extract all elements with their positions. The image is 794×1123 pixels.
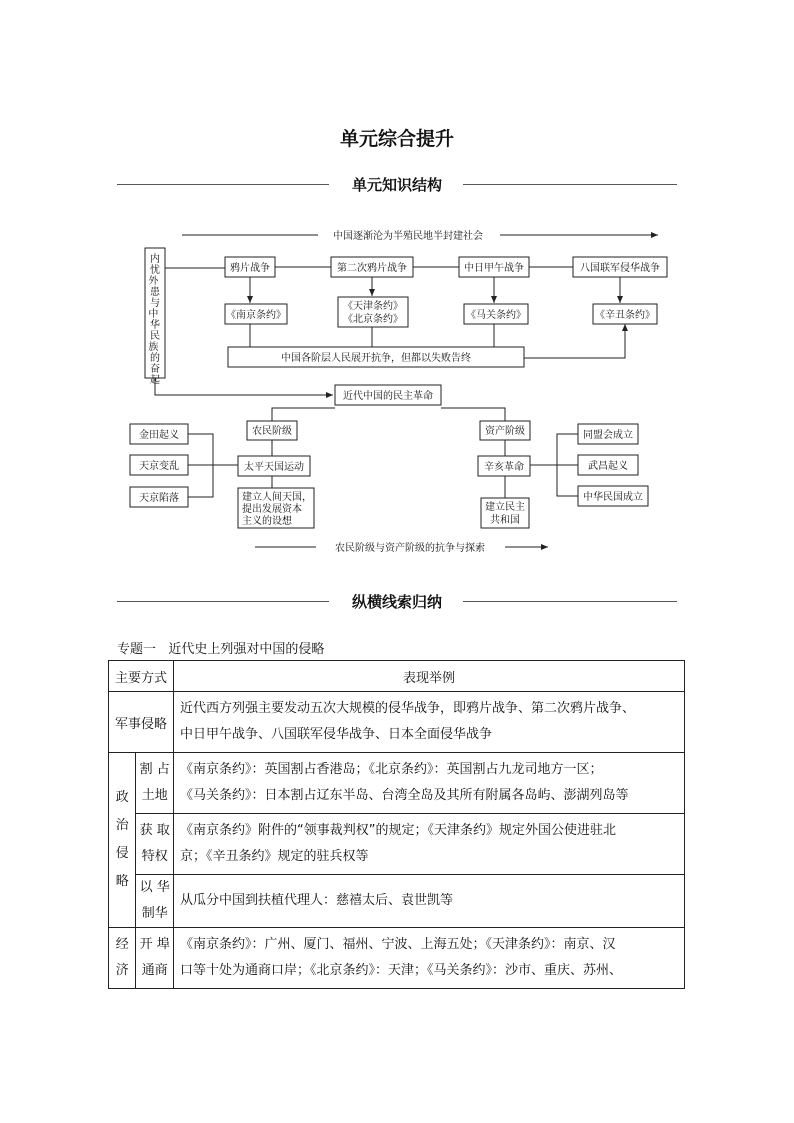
content-line: 《马关条约》：日本割占辽东半岛、台湾全岛及其所有附属各岛屿、澎湖列岛等 xyxy=(180,788,629,803)
content-line: 京；《辛丑条约》规定的驻兵权等 xyxy=(180,849,369,864)
top-arrow-text: 中国逐渐沦为半殖民地半封建社会 xyxy=(333,231,483,242)
political-content-3 xyxy=(174,875,685,928)
sub-label-line: 割 占 xyxy=(139,762,170,777)
table-row xyxy=(109,753,685,814)
war-text-second-opium: 第二次鸦片战争 xyxy=(337,263,407,274)
military-line-2: 中日甲午战争、八国联军侵华战争、日本全面侵华战争 xyxy=(180,727,493,742)
treaty-text-shimonoseki: 《马关条约》 xyxy=(466,310,526,321)
content-line: 《南京条约》附件的“领事裁判权”的规定；《天津条约》规定外国公使进驻北 xyxy=(180,823,616,838)
peasant-event-text-1: 金田起义 xyxy=(139,430,179,441)
section2-rule-right xyxy=(463,601,677,602)
taiping-result-line-3: 主义的设想 xyxy=(242,516,292,527)
political-label-char: 政 xyxy=(115,790,129,805)
xinhai-result-line-2: 共和国 xyxy=(490,515,520,526)
war-text-opium: 鸦片战争 xyxy=(230,263,270,274)
content-line: 从瓜分中国到扶植代理人：慈禧太后、袁世凯等 xyxy=(180,893,454,908)
content-line: 口等十处为通商口岸；《北京条约》：天津；《马关条约》：沙市、重庆、苏州、 xyxy=(180,963,623,978)
header-method: 主要方式 xyxy=(109,661,174,692)
war-text-sino-japanese: 中日甲午战争 xyxy=(464,263,524,274)
political-sub-label-2 xyxy=(136,814,174,875)
political-sub-label-3 xyxy=(136,875,174,928)
resistance-text: 中国各阶层人民展开抗争，但都以失败告终 xyxy=(281,353,471,364)
table-row xyxy=(109,692,685,753)
political-content-1 xyxy=(174,753,685,814)
economic-content-1 xyxy=(174,928,685,989)
military-label: 军事侵略 xyxy=(109,692,174,753)
military-content xyxy=(174,692,685,753)
peasant-class-text: 农民阶级 xyxy=(252,426,292,437)
political-label xyxy=(109,753,136,928)
table-header-row xyxy=(109,661,685,692)
content-line: 《南京条约》：广州、厦门、福州、宁波、上海五处；《天津条约》：南京、汉 xyxy=(180,937,616,952)
economic-label-char: 济 xyxy=(115,963,129,978)
military-line-1: 近代西方列强主要发动五次大规模的侵华战争，即鸦片战争、第二次鸦片战争、 xyxy=(180,701,636,716)
sub-label-line: 特权 xyxy=(141,849,168,864)
sub-label-line: 通商 xyxy=(141,963,168,978)
revolution-text: 近代中国的民主革命 xyxy=(343,391,433,402)
section-title-structure: 单元知识结构 xyxy=(351,176,442,194)
sub-label-line: 开 埠 xyxy=(139,937,170,952)
table-row xyxy=(109,814,685,875)
political-label-char: 侵 xyxy=(115,846,129,861)
peasant-event-text-3: 天京陷落 xyxy=(139,493,179,504)
table-row xyxy=(109,928,685,989)
sub-label-line: 获 取 xyxy=(139,823,170,838)
treaty-text-nanjing: 《南京条约》 xyxy=(226,310,286,321)
header-examples: 表现举例 xyxy=(174,661,685,692)
economic-sub-label-1 xyxy=(136,928,174,989)
bourgeois-event-text-1: 同盟会成立 xyxy=(583,430,633,441)
treaty-text-tianjin: 《天津条约》 xyxy=(343,301,403,312)
bourgeois-class-text: 资产阶级 xyxy=(485,426,525,437)
xinhai-result-line-1: 建立民主 xyxy=(485,502,525,513)
left-vertical-text: 内忧外 患与中 华民族 的奋起 xyxy=(148,254,160,386)
sub-label-line: 土地 xyxy=(141,788,168,803)
taiping-result-line-2: 提出发展资本 xyxy=(242,504,302,515)
connector-left-to-revolution xyxy=(155,378,333,395)
war-text-eight-nations: 八国联军侵华战争 xyxy=(580,263,660,274)
bottom-arrow-text: 农民阶级与资产阶级的抗争与探索 xyxy=(335,543,485,554)
section-title-clues: 纵横线索归纳 xyxy=(351,593,442,611)
sub-label-line: 制华 xyxy=(141,906,168,921)
political-content-2 xyxy=(174,814,685,875)
taiping-result-line-1: 建立人间天国， xyxy=(242,492,312,503)
taiping-text: 太平天国运动 xyxy=(244,462,304,473)
bourgeois-event-text-2: 武昌起义 xyxy=(588,461,628,472)
treaty-text-beijing: 《北京条约》 xyxy=(343,314,403,325)
table-row xyxy=(109,875,685,928)
sub-label-line: 以 华 xyxy=(139,880,170,895)
economic-label xyxy=(109,928,136,989)
political-label-char: 略 xyxy=(115,874,129,889)
resistance-to-xinchou-arrow xyxy=(524,324,625,358)
political-label-char: 治 xyxy=(115,818,129,833)
xinhai-text: 辛亥革命 xyxy=(484,462,524,473)
peasant-event-text-2: 天京变乱 xyxy=(139,461,179,472)
bourgeois-event-text-3: 中华民国成立 xyxy=(583,492,643,503)
revolution-to-bourgeois xyxy=(441,408,505,421)
topic-label: 专题一 xyxy=(117,642,157,657)
content-line: 《南京条约》：英国割占香港岛；《北京条约》：英国割占九龙司地方一区； xyxy=(180,762,603,777)
invasion-table xyxy=(108,660,685,989)
topic-heading xyxy=(117,638,324,657)
treaty-text-xinchou: 《辛丑条约》 xyxy=(595,310,655,321)
topic-title: 近代史上列强对中国的侵略 xyxy=(168,642,325,657)
revolution-to-peasant xyxy=(272,408,335,421)
economic-label-char: 经 xyxy=(115,937,129,952)
page-title: 单元综合提升 xyxy=(339,128,454,150)
political-sub-label-1 xyxy=(136,753,174,814)
